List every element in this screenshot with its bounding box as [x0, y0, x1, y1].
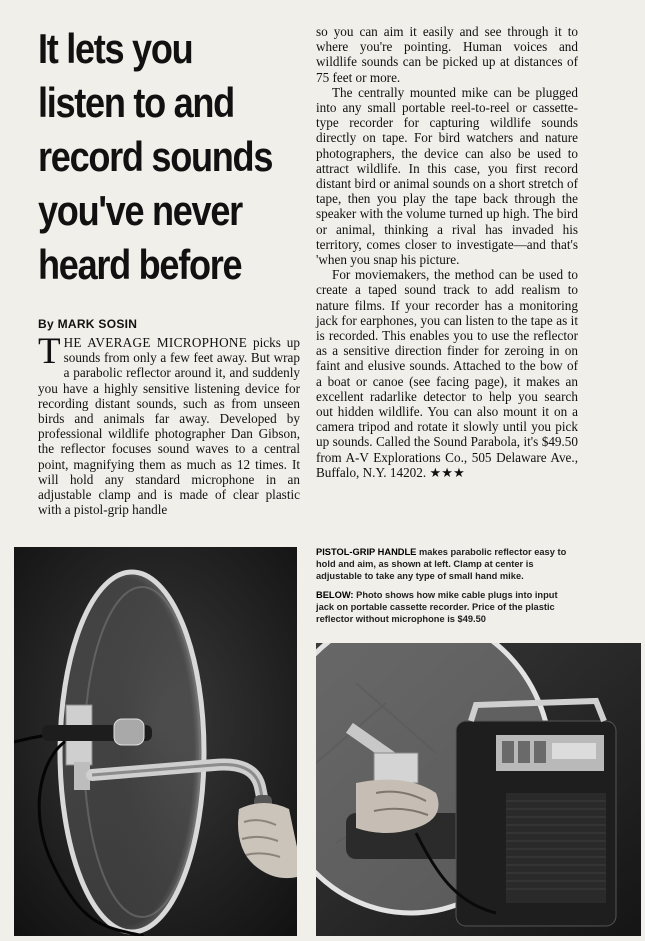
paragraph-text: picks up sounds from only a few feet away. But wrap a parabolic reflector around it, and suddenly you have a highly sensitive listening device for recording distant sounds, such as from unseen birds and animals far away. Developed by professional wildlife photographer Dan Gibson, the reflector focuses sound waves to a central point, magnifying them as much as 12 times. It will hold any standard microphone in an adjustable clamp and is made of clear plastic with a pistol-grip handle: [38, 335, 300, 518]
parabolic-reflector-photo: [14, 547, 297, 936]
headline-line: record sounds: [38, 133, 273, 180]
article-column-right: [316, 24, 578, 480]
article-column-left: [38, 331, 300, 518]
end-mark-stars: ★★★: [429, 464, 465, 480]
paragraph-text: For moviemakers, the method can be used to create a taped sound track to add realism to nature films. If your recorder has a monitoring jack for earphones, you can listen to the tape as it is recorded. This enables you to use the reflector as a sensitive direction finder for zeroing in on faint and elusive sounds. Attached to the bow of a boat or canoe (see facing page), it makes an excellent radarlike detector to help you search out hidden wildlife. You can also mount it on a camera tripod and rotate it slowly until you pick up sounds. Called the Sound Parabola, it's $49.50 from A-V Explorations Co., 505 Delaware Ave., Buffalo, N.Y. 14202.: [316, 267, 578, 480]
headline-line: you've never: [38, 187, 242, 234]
lead-in-smallcaps: HE AVERAGE MICROPHONE: [63, 335, 248, 350]
headline-line: heard before: [38, 241, 242, 288]
headline: [38, 22, 273, 292]
article-paragraph-1-continued: so you can aim it easily and see through it to where you're pointing. Human voices and wildlife sounds can be picked up at distances of 75 feet or more.: [316, 24, 578, 85]
caption-text: Photo shows how mike cable plugs into input jack on portable cassette recorder. Price of the plastic reflector without microphone is $49.50: [316, 590, 558, 624]
photo-caption-below: [316, 589, 578, 625]
article-paragraph-1: [38, 331, 300, 518]
cassette-recorder-photo: [316, 643, 641, 936]
article-paragraph-2: The centrally mounted mike can be plugged into any small portable reel-to-reel or cassette-type recorder for capturing wildlife sounds directly on tape. For bird watchers and nature photographers, the device can also be used to attract wildlife. In this case, you first record distant bird or animal sounds on a short stretch of tape, then you play the tape back through the speaker with the volume turned up high. The bird or animal, thinking a rival has invaded his territory, comes closer to investigate—and that's 'when you snap his picture.: [316, 84, 578, 268]
caption-lead: PISTOL-GRIP HANDLE: [316, 547, 417, 557]
headline-line: listen to and: [38, 79, 234, 126]
article-paragraph-3: [316, 267, 578, 480]
photo-caption-handle: [316, 546, 578, 582]
drop-cap: T: [38, 331, 61, 372]
byline: By MARK SOSIN: [38, 317, 138, 331]
caption-text: makes parabolic reflector easy to hold and aim, as shown at left. Clamp at center is adjustable to take any type of small hand mike.: [316, 547, 567, 581]
caption-lead: BELOW:: [316, 590, 354, 600]
headline-line: It lets you: [38, 25, 193, 72]
